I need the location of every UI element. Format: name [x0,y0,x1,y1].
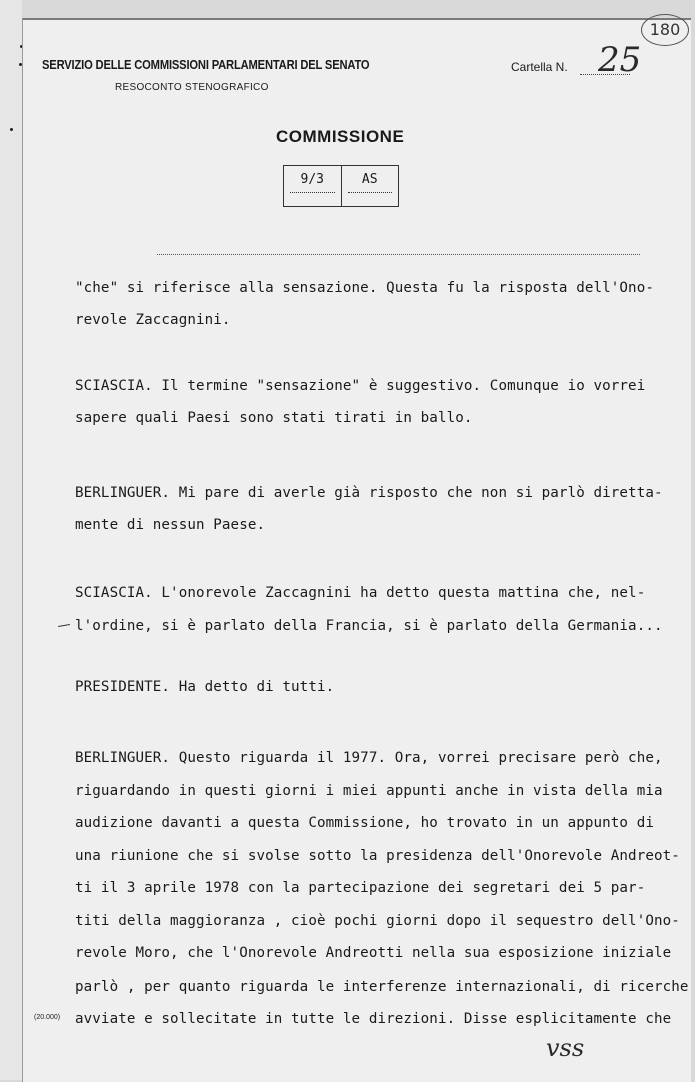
text-line: SCIASCIA. L'onorevole Zaccagnini ha detto questa mattina che, nel- [75,585,646,601]
print-code: (20.000) [34,1014,61,1021]
report-type: RESOCONTO STENOGRAFICO [115,82,269,93]
reference-initials: AS [361,172,378,187]
text-line: sapere quali Paesi sono stati tirati in ballo. [75,410,473,426]
text-line: mente di nessun Paese. [75,517,266,533]
service-heading: SERVIZIO DELLE COMMISSIONI PARLAMENTARI DEL SENATO [42,57,370,72]
page-title: COMMISSIONE [276,127,405,146]
text-line: titi della maggioranza , cioè pochi giorni dopo il sequestro dell'Ono- [75,913,680,929]
text-line: riguardando in questi giorni i miei appunti anche in vista della mia [75,783,663,799]
dotted-line [348,192,393,193]
text-line: revole Zaccagnini. [75,312,231,328]
signature-initials: vss [546,1034,585,1062]
text-line: PRESIDENTE. Ha detto di tutti. [75,679,335,695]
text-line: ti il 3 aprile 1978 con la partecipazione dei segretari dei 5 par- [75,880,646,896]
scan-left-edge [0,0,22,1080]
reference-box-right [342,166,399,206]
cartella-number: 25 [598,40,642,80]
text-line: parlò , per quanto riguarda le interferenze internazionali, di ricerche [75,979,689,995]
reference-box [283,165,399,207]
text-line: SCIASCIA. Il termine "sensazione" è suggestivo. Comunque io vorrei [75,378,646,394]
scan-speck [10,128,13,131]
cartella-label: Cartella N. [511,60,568,74]
dotted-line [290,192,335,193]
text-line: revole Moro, che l'Onorevole Andreotti nella sua esposizione iniziale [75,945,672,961]
text-line: BERLINGUER. Questo riguarda il 1977. Ora, vorrei precisare però che, [75,750,663,766]
page-stamp: 180 [641,14,689,46]
text-line: l'ordine, si è parlato della Francia, si è parlato della Germania... [75,618,663,634]
separator-line [157,254,640,255]
text-line: BERLINGUER. Mi pare di averle già risposto che non si parlò diretta- [75,485,663,501]
reference-code: 9/3 [300,172,324,187]
text-line: "che" si riferisce alla sensazione. Questa fu la risposta dell'Ono- [75,280,654,296]
reference-box-left [284,166,342,206]
text-line: una riunione che si svolse sotto la presidenza dell'Onorevole Andreot- [75,848,680,864]
text-line: audizione davanti a questa Commissione, ho trovato in un appunto di [75,815,654,831]
text-line: avviate e sollecitate in tutte le direzioni. Disse esplicitamente che [75,1011,672,1027]
